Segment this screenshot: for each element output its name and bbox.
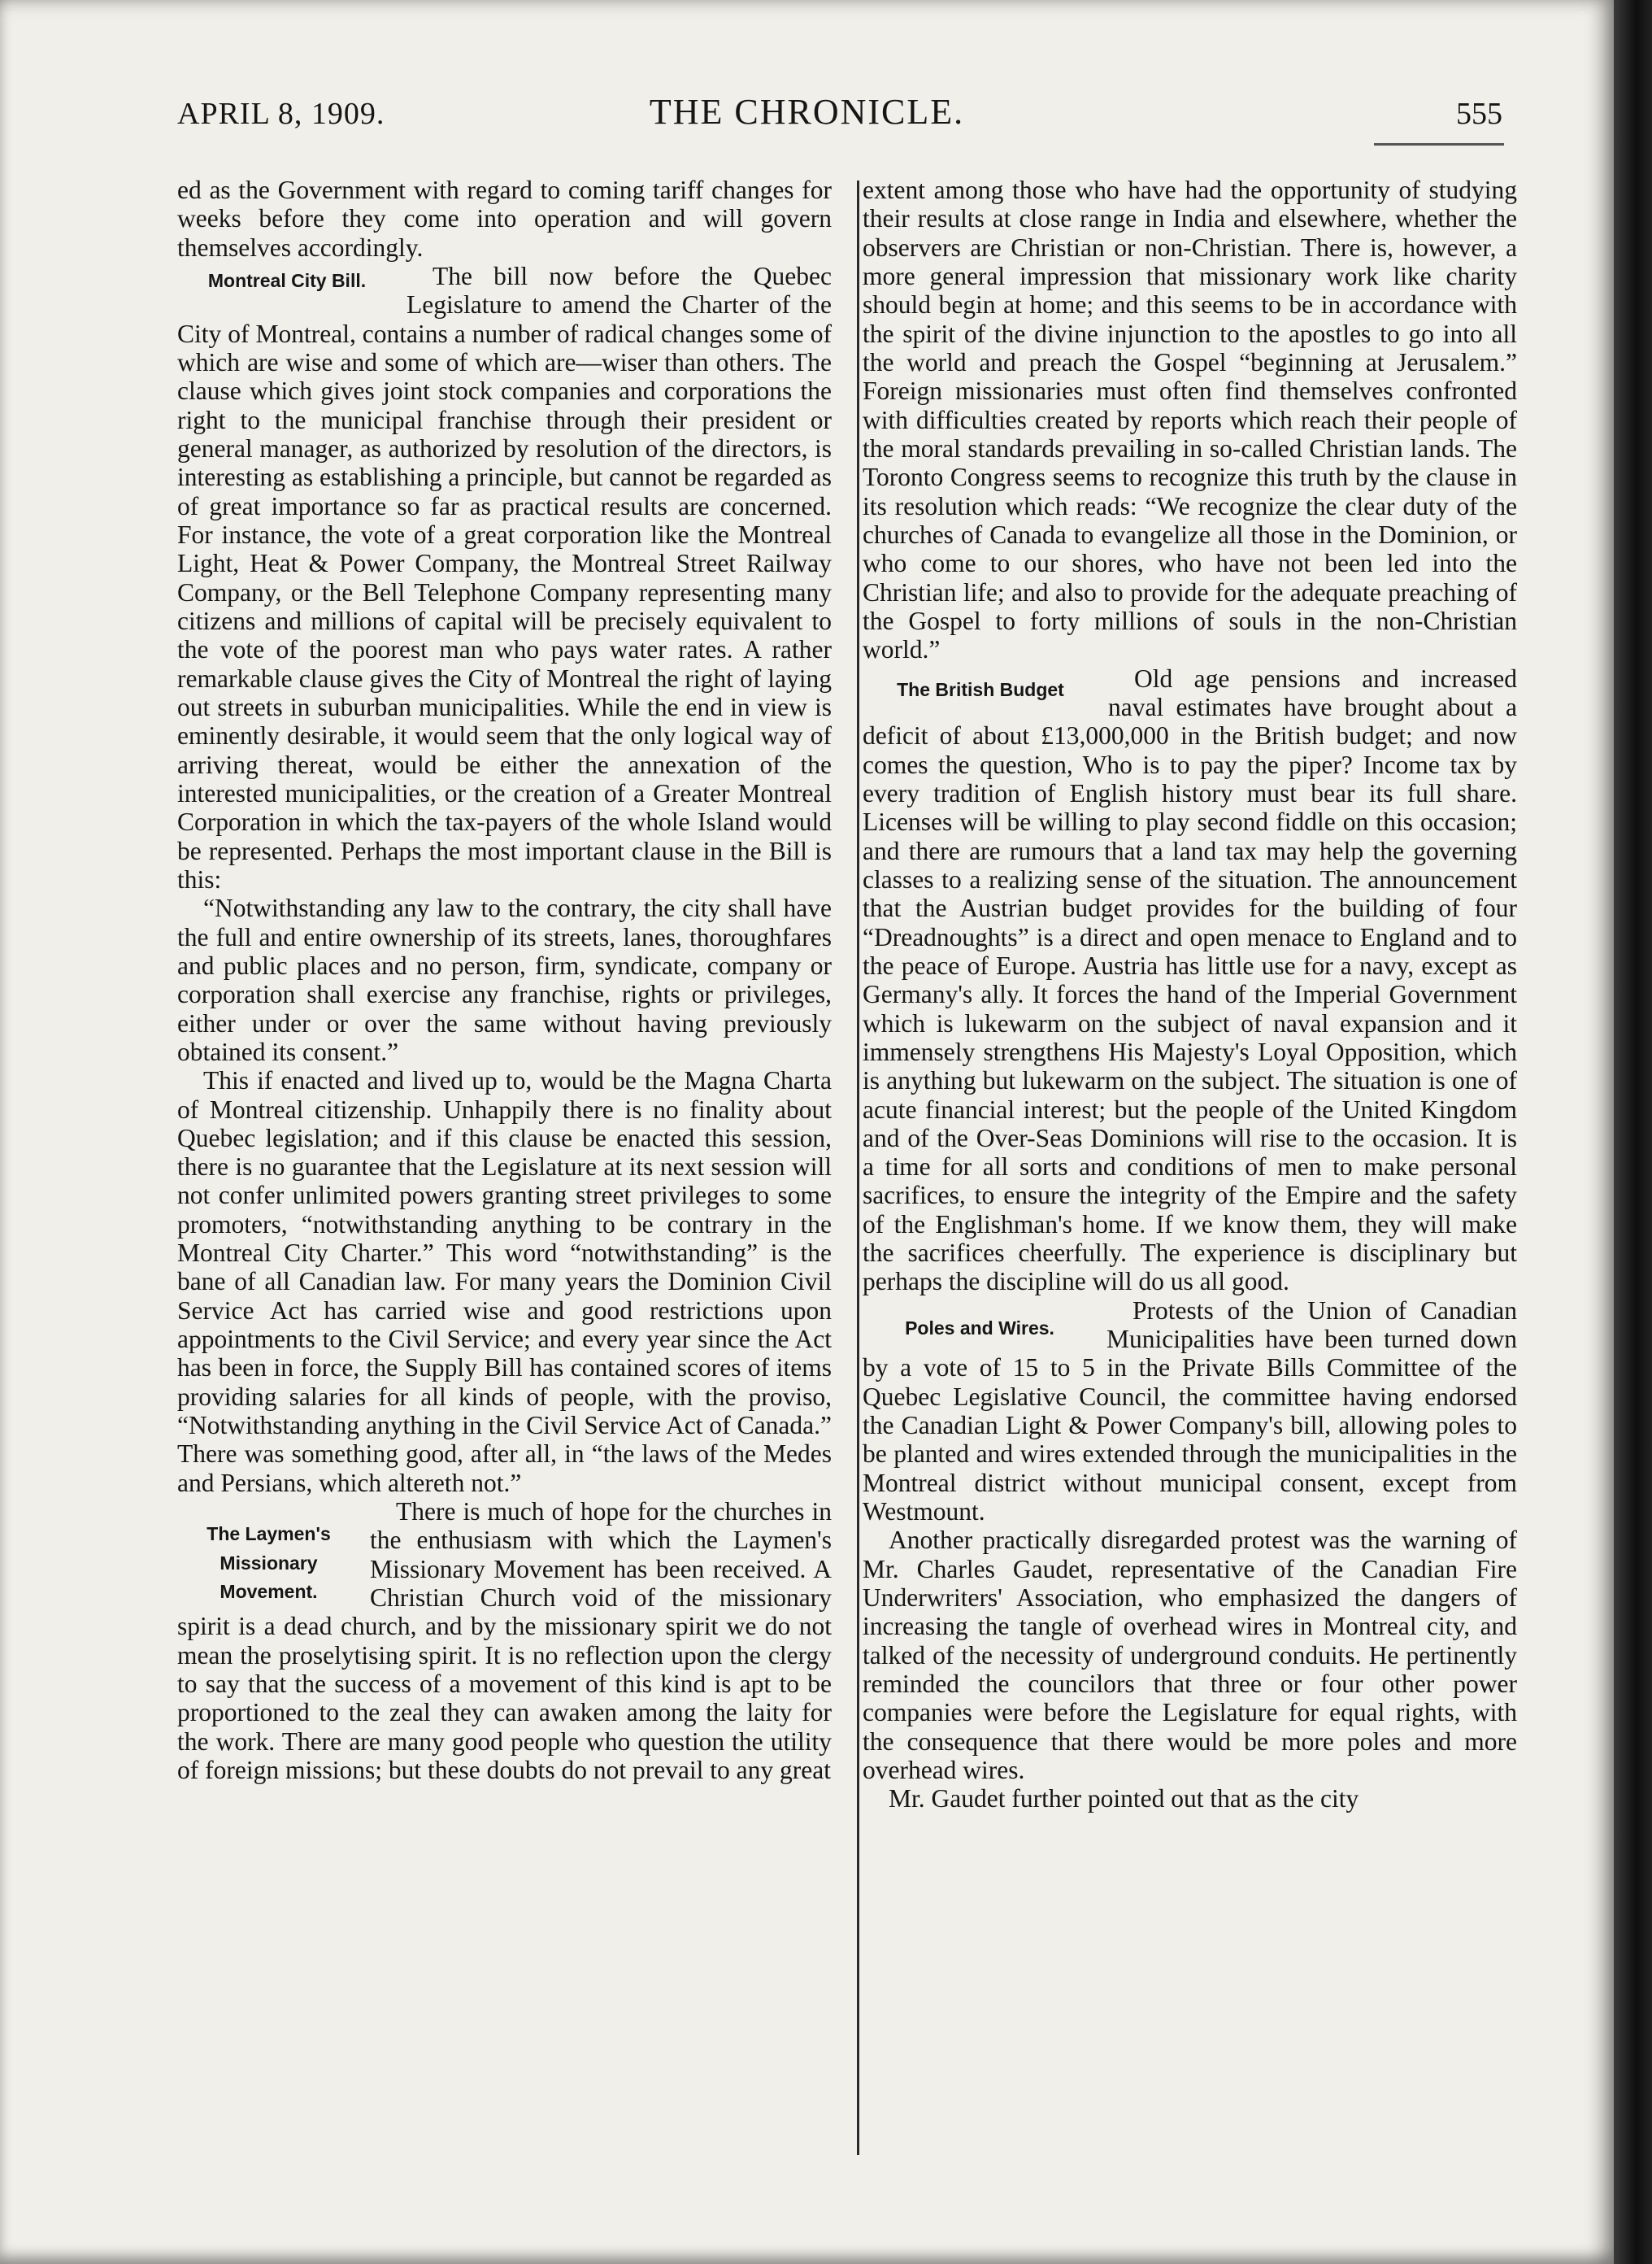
page-header <box>0 92 1614 145</box>
paragraph-british-budget: Old age pensions and increased naval estimates have brought about a deficit of about £13,000,000 in the British budget; and now comes the question, Who is to pay the piper? Income tax by every tradition of English history must bear its full share. Licenses will be willing to play second fiddle on this occasion; and there are rumours that a land tax may help the governing classes to a realizing sense of the situation. The announcement that the Austrian budget provides for the building of four “Dreadnoughts” is a direct and open menace to England and to the peace of Europe. Austria has little use for a navy, except as Germany's ally. It forces the hand of the Imperial Government which is lukewarm on the subject of naval expansion and it immensely strengthens His Majesty's Loyal Opposition, which is anything but lukewarm on the subject. The situation is one of acute financial interest; but the people of the United Kingdom and of the Over-Seas Dominions will rise to the occasion. It is a time for all sorts and conditions of men to make personal sacrifices, to ensure the integrity of the Empire and the safety of the Englishman's home. If we know them, they will make the sacrifices cheerfully. The experience is disciplinary but perhaps the discipline will do us all good. <box>863 664 1517 1296</box>
section-heading-british-budget: The British Budget <box>897 678 1064 700</box>
left-column <box>177 176 832 1784</box>
heading-line: Movement. <box>220 1581 318 1603</box>
issue-date: APRIL 8, 1909. <box>177 97 385 131</box>
paragraph-montreal-bill: The bill now before the Quebec Legislature to amend the Charter of the City of Montreal, contains a number of radical changes some of which are wise and some of which are—wiser than others. The clause which gives joint stock companies and corporations the right to the municipal franchise through their president or general manager, as authorized by resolution of the directors, is interesting as establishing a principle, but cannot be regarded as of great importance so far as practical results are concerned. For instance, the vote of a great corporation like the Montreal Light, Heat & Power Company, the Montreal Street Railway Company, or the Bell Telephone Company representing many citizens and millions of capital will be precisely equivalent to the vote of the poorest man who pays water rates. A rather remarkable clause gives the City of Montreal the right of laying out streets in suburban municipalities. While the end in view is eminently desirable, it would seem that the only logical way of arriving thereat, would be either the annexation of the interested municipalities, or the creation of a Greater Montreal Corporation in which the tax-payers of the whole Island would be represented. Perhaps the most important clause in the Bill is this: <box>177 261 832 894</box>
heading-line: Missionary <box>220 1552 318 1574</box>
paragraph-magna-charta: This if enacted and lived up to, would be the Magna Charta of Montreal citizenship. Unhappily there is no finality about Quebec legislation; and if this clause be enacted this session, there is no guarantee that the Legislature at its next session will not confer unlimited powers granting street privileges to some promoters, “notwithstanding anything to be contrary in the Montreal City Charter.” This word “notwithstanding” is the bane of all Canadian law. For many years the Dominion Civil Service Act has carried wise and good restrictions upon appointments to the Civil Service; and every year since the Act has been in force, the Supply Bill has contained scores of items providing salaries for all kinds of people, with the proviso, “Notwithstanding anything in the Civil Service Act of Canada.” There was something good, after all, in “the laws of the Medes and Persians, which altereth not.” <box>177 1066 832 1497</box>
paragraph-missionary: There is much of hope for the churches in the enthusiasm with which the Laymen's Missionary Movement has been received. A Christian Church void of the missionary spirit is a dead church, and by the missionary spirit we do not mean the proselytising spirit. It is no reflection upon the clergy to say that the success of a movement of this kind is apt to be proportioned to the zeal they can awaken among the laity for the work. There are many good people who question the utility of foreign missions; but these doubts do not prevail to any great <box>177 1497 832 1785</box>
paragraph-continued: extent among those who have had the opportunity of studying their results at close range in India and elsewhere, whether the observers are Christian or non-Christian. There is, however, a more general impression that missionary work like charity should begin at home; and this seems to be in accordance with the spirit of the divine injunction to the apostles to go into all the world and preach the Gospel “beginning at Jerusalem.” Foreign missionaries must often find themselves confronted with difficulties created by reports which reach their people of the moral standards prevailing in so-called Christian lands. The Toronto Congress seems to recognize this truth by the clause in its resolution which reads: “We recognize the clear duty of the churches of Canada to evangelize all those in the Dominion, or who come to our shores, who have not been led into the Christian life; and also to provide for the adequate preaching of the Gospel to forty millions of souls in the non-Christian world.” <box>863 176 1517 664</box>
paragraph-gaudet-further: Mr. Gaudet further pointed out that as the city <box>889 1784 1359 1813</box>
paragraph-gaudet-warning: Another practically disregarded protest was the warning of Mr. Charles Gaudet, representative of the Canadian Fire Underwriters' Association, who emphasized the dangers of increasing the tangle of overhead wires in Montreal city, and talked of the necessity of underground conduits. He pertinently reminded the councilors that three or four other power companies were before the Legislature for equal rights, with the consequence that there would be more poles and more overhead wires. <box>863 1526 1517 1785</box>
right-column <box>863 176 1517 1813</box>
binding-edge <box>1614 0 1652 2264</box>
publication-title: THE CHRONICLE. <box>649 92 965 132</box>
page-number: 555 <box>1456 97 1502 131</box>
header-rule <box>1374 143 1504 146</box>
heading-line: The Laymen's <box>206 1523 331 1545</box>
section-heading-laymens-missionary-movement <box>177 1520 360 1607</box>
paragraph-poles-and-wires: Protests of the Union of Canadian Municipalities have been turned down by a vote of 15 to 5 in the Private Bills Committee of the Quebec Legislative Council, the committee having endorsed the Canadian Light & Power Company's bill, allowing poles to be planted and wires extended through the municipalities in the Montreal district without municipal consent, except from Westmount. <box>863 1295 1517 1526</box>
section-heading-montreal-city-bill: Montreal City Bill. <box>207 269 367 291</box>
section-heading-poles-and-wires: Poles and Wires. <box>905 1317 1054 1339</box>
quoted-clause: “Notwithstanding any law to the contrary, the city shall have the full and entire ownership of its streets, lanes, thoroughfares and public places and no person, firm, syndicate, company or corporation shall exercise any franchise, rights or privileges, either under or over the same without having previously obtained its consent.” <box>177 894 832 1066</box>
paragraph-continued: ed as the Government with regard to coming tariff changes for weeks before they come into operation and will govern themselves accordingly. <box>177 176 832 262</box>
column-divider <box>857 181 859 2155</box>
